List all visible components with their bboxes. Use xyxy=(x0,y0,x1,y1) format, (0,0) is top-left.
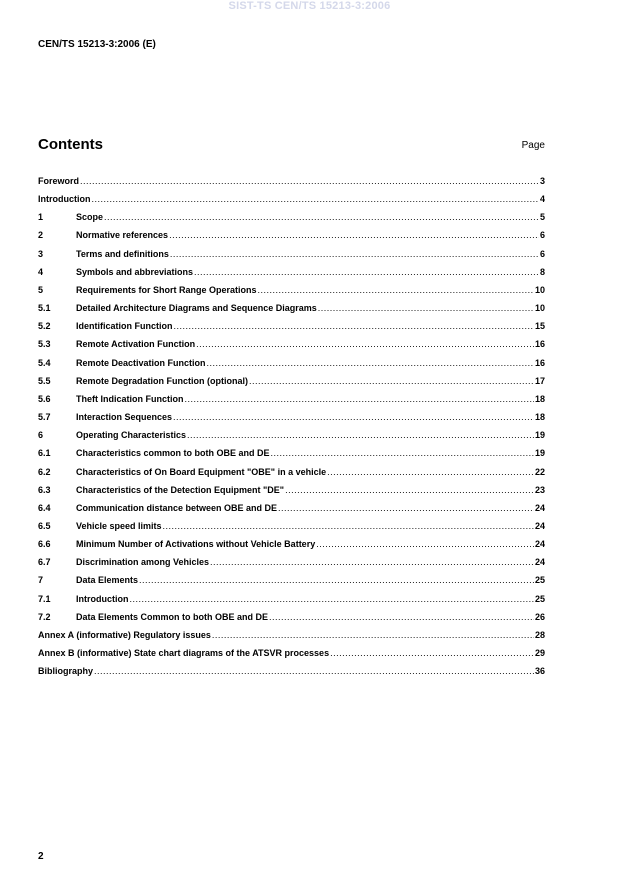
toc-dot-leader xyxy=(104,212,539,222)
toc-entry-page[interactable]: 19 xyxy=(534,448,545,459)
toc-entry[interactable] xyxy=(38,430,545,448)
toc-entry-title[interactable]: Foreword xyxy=(38,176,80,186)
toc-entry-number: 7 xyxy=(38,575,44,586)
toc-entry-page[interactable]: 5 xyxy=(539,212,545,223)
toc-entry-page[interactable]: 24 xyxy=(534,539,545,550)
toc-dot-leader xyxy=(80,176,539,186)
toc-entry[interactable] xyxy=(38,249,545,267)
toc-entry[interactable] xyxy=(38,358,545,376)
toc-entry[interactable] xyxy=(38,575,545,593)
toc-entry-page[interactable]: 16 xyxy=(534,357,545,368)
page-column-label: Page xyxy=(521,140,545,151)
toc-entry-page[interactable]: 26 xyxy=(534,611,545,622)
toc-entry-page[interactable]: 18 xyxy=(534,412,545,423)
toc-entry[interactable] xyxy=(38,176,545,194)
toc-dot-leader xyxy=(194,267,539,277)
toc-dot-leader xyxy=(258,285,534,295)
toc-entry[interactable] xyxy=(38,412,545,430)
toc-entry-title[interactable]: Requirements for Short Range Operations xyxy=(76,284,257,295)
toc-entry[interactable] xyxy=(38,448,545,466)
toc-dot-leader xyxy=(169,230,539,240)
toc-entry[interactable] xyxy=(38,285,545,303)
toc-dot-leader xyxy=(212,630,534,640)
toc-dot-leader xyxy=(269,612,534,622)
toc-entry-page[interactable]: 6 xyxy=(539,248,545,259)
toc-entry-page[interactable]: 10 xyxy=(534,303,545,314)
toc-entry-number: 5.2 xyxy=(38,321,51,332)
page-number: 2 xyxy=(38,851,44,862)
toc-dot-leader xyxy=(327,467,534,477)
toc-entry[interactable] xyxy=(38,321,545,339)
toc-entry-title[interactable]: Characteristics of On Board Equipment "OBE" in a vehicle xyxy=(76,466,327,477)
toc-entry-page[interactable]: 24 xyxy=(534,502,545,513)
toc-entry[interactable] xyxy=(38,666,545,684)
toc-dot-leader xyxy=(94,666,534,676)
toc-entry-title[interactable]: Discrimination among Vehicles xyxy=(76,557,210,568)
toc-entry-page[interactable]: 4 xyxy=(539,194,545,205)
toc-entry-page[interactable]: 18 xyxy=(534,393,545,404)
toc-entry-title[interactable]: Remote Degradation Function (optional) xyxy=(76,375,248,386)
toc-entry-title[interactable]: Symbols and abbreviations xyxy=(76,266,194,277)
toc-entry-title[interactable]: Communication distance between OBE and DE xyxy=(76,502,278,513)
toc-entry-number: 5.3 xyxy=(38,339,51,350)
toc-entry-title[interactable]: Characteristics common to both OBE and DE xyxy=(76,448,270,459)
toc-entry-page[interactable]: 16 xyxy=(534,339,545,350)
contents-heading: Contents xyxy=(38,136,103,153)
toc-entry-number: 5.6 xyxy=(38,393,51,404)
document-reference: CEN/TS 15213-3:2006 (E) xyxy=(38,39,156,50)
table-of-contents xyxy=(38,176,545,684)
toc-entry-number: 6.4 xyxy=(38,502,51,513)
toc-entry-page[interactable]: 23 xyxy=(534,484,545,495)
toc-entry-page[interactable]: 29 xyxy=(534,648,545,659)
toc-dot-leader xyxy=(285,485,534,495)
toc-entry-page[interactable]: 8 xyxy=(539,266,545,277)
toc-entry-title[interactable]: Operating Characteristics xyxy=(76,430,187,441)
toc-entry[interactable] xyxy=(38,339,545,357)
toc-dot-leader xyxy=(163,521,534,531)
toc-dot-leader xyxy=(187,430,534,440)
toc-entry-title[interactable]: Introduction xyxy=(76,593,129,604)
toc-entry-title[interactable]: Introduction xyxy=(38,194,91,205)
toc-entry-title[interactable]: Scope xyxy=(76,212,104,223)
toc-entry-number: 2 xyxy=(38,230,44,241)
toc-entry-page[interactable]: 10 xyxy=(534,284,545,295)
toc-entry[interactable] xyxy=(38,503,545,521)
toc-entry-title[interactable]: Normative references xyxy=(76,230,169,241)
toc-entry[interactable] xyxy=(38,539,545,557)
toc-dot-leader xyxy=(170,249,539,259)
toc-entry[interactable] xyxy=(38,630,545,648)
toc-entry-number: 4 xyxy=(38,266,44,277)
toc-entry-number: 6.5 xyxy=(38,520,51,531)
toc-entry[interactable] xyxy=(38,230,545,248)
toc-entry[interactable] xyxy=(38,557,545,575)
toc-entry-number: 3 xyxy=(38,248,44,259)
toc-entry-number: 6.3 xyxy=(38,484,51,495)
toc-dot-leader xyxy=(173,412,534,422)
toc-entry-title[interactable]: Bibliography xyxy=(38,666,94,677)
toc-entry-page[interactable]: 6 xyxy=(539,230,545,241)
toc-entry-title[interactable]: Vehicle speed limits xyxy=(76,520,162,531)
toc-entry[interactable] xyxy=(38,467,545,485)
toc-entry-number: 5 xyxy=(38,284,44,295)
toc-entry-title[interactable]: Minimum Number of Activations without Vehicle Battery xyxy=(76,539,316,550)
toc-entry-title[interactable]: Theft Indication Function xyxy=(76,393,184,404)
toc-entry[interactable] xyxy=(38,521,545,539)
toc-entry-title[interactable]: Annex B (informative) State chart diagrams of the ATSVR processes xyxy=(38,648,330,659)
toc-entry-page[interactable]: 3 xyxy=(539,176,545,186)
watermark: SIST-TS CEN/TS 15213-3:2006 xyxy=(228,0,391,12)
toc-entry-page[interactable]: 24 xyxy=(534,557,545,568)
toc-entry[interactable] xyxy=(38,212,545,230)
toc-entry-number: 6 xyxy=(38,430,44,441)
toc-entry-number: 6.6 xyxy=(38,539,51,550)
toc-dot-leader xyxy=(330,648,534,658)
toc-dot-leader xyxy=(316,539,534,549)
toc-entry-title[interactable]: Remote Activation Function xyxy=(76,339,196,350)
toc-entry-number: 5.4 xyxy=(38,357,51,368)
toc-entry-page[interactable]: 24 xyxy=(534,520,545,531)
toc-dot-leader xyxy=(130,594,534,604)
toc-entry[interactable] xyxy=(38,267,545,285)
toc-entry[interactable] xyxy=(38,394,545,412)
toc-dot-leader xyxy=(207,358,534,368)
toc-entry-number: 6.1 xyxy=(38,448,51,459)
toc-entry-page[interactable]: 19 xyxy=(534,430,545,441)
toc-dot-leader xyxy=(139,575,534,585)
toc-entry-page[interactable]: 22 xyxy=(534,466,545,477)
toc-entry-title[interactable]: Annex A (informative) Regulatory issues xyxy=(38,629,211,640)
toc-entry-title[interactable]: Detailed Architecture Diagrams and Sequence Diagrams xyxy=(76,303,317,314)
toc-dot-leader xyxy=(271,448,534,458)
toc-entry[interactable] xyxy=(38,612,545,630)
toc-entry-number: 1 xyxy=(38,212,44,223)
toc-entry[interactable] xyxy=(38,648,545,666)
toc-entry-page[interactable]: 36 xyxy=(534,666,545,677)
toc-entry-page[interactable]: 25 xyxy=(534,575,545,586)
toc-entry-number: 7.2 xyxy=(38,611,51,622)
toc-entry-number: 5.5 xyxy=(38,375,51,386)
toc-entry[interactable] xyxy=(38,485,545,503)
toc-dot-leader xyxy=(196,339,534,349)
toc-entry-page[interactable]: 25 xyxy=(534,593,545,604)
toc-entry-title[interactable]: Data Elements xyxy=(76,575,139,586)
toc-dot-leader xyxy=(278,503,534,513)
toc-dot-leader xyxy=(318,303,534,313)
toc-entry-number: 5.1 xyxy=(38,303,51,314)
toc-entry-page[interactable]: 28 xyxy=(534,629,545,640)
toc-entry-title[interactable]: Data Elements Common to both OBE and DE xyxy=(76,611,269,622)
toc-entry[interactable] xyxy=(38,594,545,612)
toc-entry[interactable] xyxy=(38,194,545,212)
toc-entry-title[interactable]: Characteristics of the Detection Equipment "DE" xyxy=(76,484,285,495)
toc-dot-leader xyxy=(174,321,534,331)
toc-dot-leader xyxy=(210,557,534,567)
toc-entry-number: 6.2 xyxy=(38,466,51,477)
toc-entry[interactable] xyxy=(38,303,545,321)
toc-entry-number: 5.7 xyxy=(38,412,51,423)
toc-entry-number: 7.1 xyxy=(38,593,51,604)
toc-dot-leader xyxy=(249,376,534,386)
toc-entry-page[interactable]: 15 xyxy=(534,321,545,332)
toc-entry[interactable] xyxy=(38,376,545,394)
toc-entry-title[interactable]: Remote Deactivation Function xyxy=(76,357,206,368)
toc-dot-leader xyxy=(92,194,539,204)
toc-entry-number: 6.7 xyxy=(38,557,51,568)
toc-entry-title[interactable]: Interaction Sequences xyxy=(76,412,173,423)
toc-entry-title[interactable]: Terms and definitions xyxy=(76,248,169,259)
toc-entry-title[interactable]: Identification Function xyxy=(76,321,173,332)
toc-entry-page[interactable]: 17 xyxy=(534,375,545,386)
toc-dot-leader xyxy=(185,394,534,404)
